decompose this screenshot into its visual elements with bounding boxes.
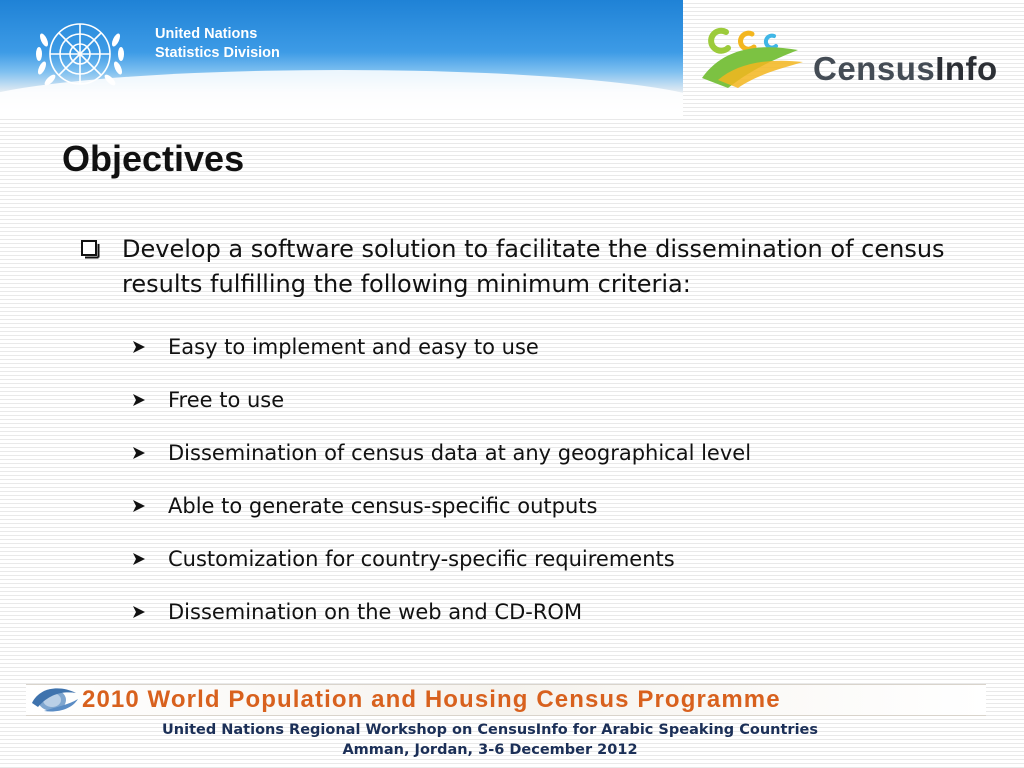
un-emblem-icon xyxy=(28,10,132,102)
footer-line-1: United Nations Regional Workshop on CensusInfo for Arabic Speaking Countries xyxy=(162,722,818,738)
criteria-text: Customization for country-specific requirements xyxy=(168,547,675,571)
arrowhead-bullet-icon xyxy=(132,552,146,566)
slide-title: Objectives xyxy=(62,138,245,179)
criteria-text: Dissemination on the web and CD-ROM xyxy=(168,600,583,624)
hollow-square-bullet-icon xyxy=(80,239,100,259)
arrowhead-bullet-icon xyxy=(132,340,146,354)
arrowhead-bullet-icon xyxy=(132,446,146,460)
census-programme-logo-icon xyxy=(30,683,80,715)
criteria-text: Dissemination of census data at any geographical level xyxy=(168,441,752,465)
org-line-2: Statistics Division xyxy=(155,45,280,61)
wordmark-info: Info xyxy=(935,50,998,87)
banner-text: 2010 World Population and Housing Census Programme xyxy=(82,686,781,713)
footer-line-2: Amman, Jordan, 3-6 December 2012 xyxy=(342,742,638,758)
org-name xyxy=(155,25,280,63)
arrowhead-bullet-icon xyxy=(132,499,146,513)
arrowhead-bullet-icon xyxy=(132,605,146,619)
census-programme-banner xyxy=(26,684,986,716)
footer xyxy=(0,720,980,760)
criteria-text: Able to generate census-specific outputs xyxy=(168,494,598,518)
criteria-text: Free to use xyxy=(168,388,285,412)
censusinfo-wordmark xyxy=(813,50,998,88)
header-band xyxy=(0,0,683,116)
arrowhead-bullet-icon xyxy=(132,393,146,407)
main-bullet-text: Develop a software solution to facilitate the dissemination of census results fulfilling the following minimum criteria: xyxy=(122,235,945,298)
criteria-text: Easy to implement and easy to use xyxy=(168,335,539,359)
wordmark-census: Census xyxy=(813,50,936,87)
org-line-1: United Nations xyxy=(155,26,258,42)
